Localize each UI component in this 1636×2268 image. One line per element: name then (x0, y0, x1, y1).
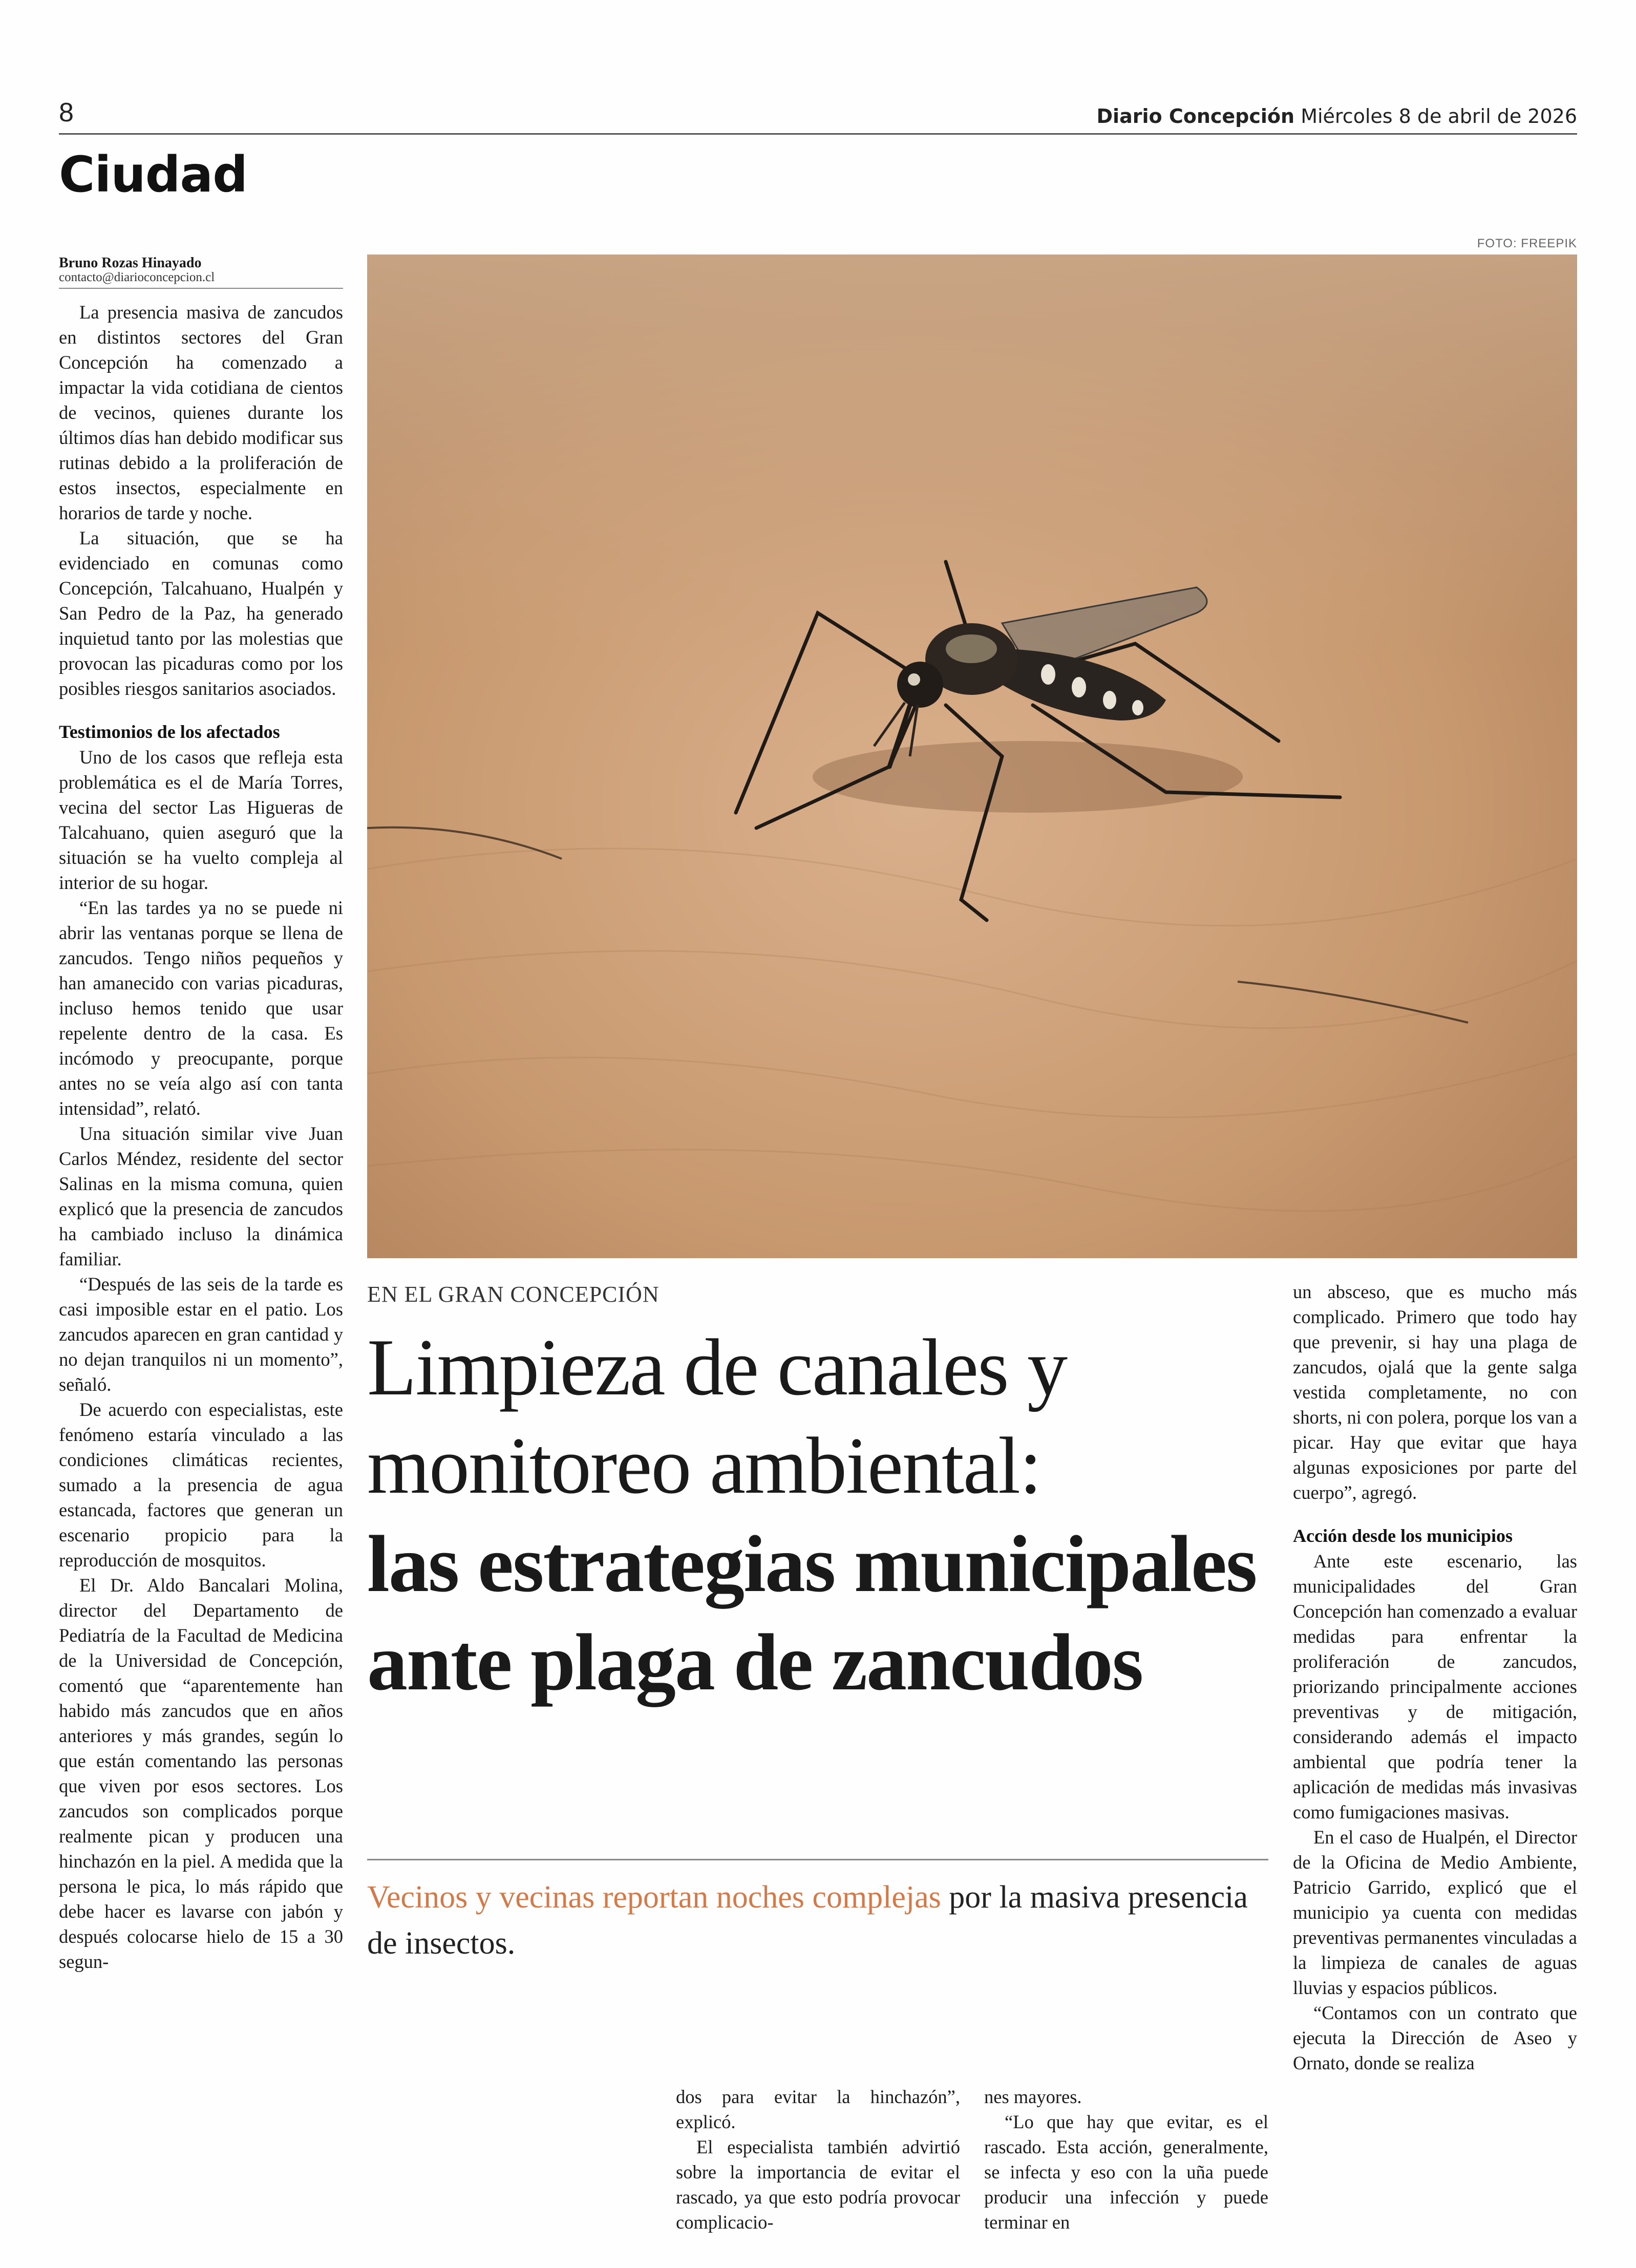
deck-text: por la masiva presencia de insectos. (367, 1880, 1248, 1961)
article-deck (367, 1874, 1279, 1966)
article-column-2 (676, 2084, 960, 2238)
paragraph: El especialista también advirtió sobre la importancia de evitar el rascado, ya que esto podría provocar complicacio- (676, 2136, 960, 2233)
article-headline (367, 1319, 1279, 1712)
author-email[interactable]: contacto@diarioconcepcion.cl (59, 270, 215, 284)
paragraph: “Después de las seis de la tarde es casi imposible estar en el patio. Los zancudos aparecen en gran cantidad y no dejan tranquilos ni un momento”, señaló. (59, 1274, 343, 1395)
article-kicker: EN EL GRAN CONCEPCIÓN (367, 1282, 660, 1307)
paragraph: De acuerdo con especialistas, este fenómeno estaría vinculado a las condiciones climáticas recientes, sumado a la presencia de agua estancada, factores que generan un escenario propicio para la reproducción de mosquitos. (59, 1399, 343, 1571)
subheading-accion: Acción desde los municipios (1293, 1525, 1513, 1546)
paragraph: Ante este escenario, las municipalidades del Gran Concepción han comenzado a evaluar medidas para enfrentar la proliferación de zancudos, priorizando principalmente acciones preventivas y de mitigación, considerando además el impacto ambiental que podría tener la aplicación de medidas más invasivas como fumigaciones masivas. (1293, 1551, 1577, 1822)
subheading-testimonios: Testimonios de los afectados (59, 722, 280, 742)
paragraph: Uno de los casos que refleja esta problemática es el de María Torres, vecina del sector Las Higueras de Talcahuano, quien aseguró que la situación se ha vuelto compleja al interior de su hogar. (59, 747, 343, 893)
dateline (1097, 105, 1577, 128)
article-column-3 (984, 2084, 1268, 2238)
newspaper-name: Diario Concepción (1096, 105, 1295, 128)
paragraph: La situación, que se ha evidenciado en comunas como Concepción, Talcahuano, Hualpén y San Pedro de la Paz, ha generado inquietud tanto por las molestias que provocan las picaduras como por los posibles riesgos sanitarios asociados. (59, 527, 343, 699)
paragraph: “Contamos con un contrato que ejecuta la Dirección de Aseo y Ornato, donde se realiza (1293, 2002, 1577, 2073)
section-title: Ciudad (59, 146, 247, 203)
photo-credit: FOTO: FREEPIK (1477, 237, 1577, 250)
author-name: Bruno Rozas Hinayado (59, 255, 202, 271)
byline-rule (59, 288, 343, 289)
article-column-4 (1293, 1279, 1577, 2191)
header-rule (59, 133, 1577, 135)
mosquito-illustration (367, 255, 1577, 1258)
paragraph: El Dr. Aldo Bancalari Molina, director del Departamento de Pediatría de la Facultad de Medicina de la Universidad de Concepción, comentó que “aparentemente han habido más zancudos que en años anteriores y más grandes, según lo que están comentando las personas que viven por esos sectores. Los zancudos son complicados porque realmente pican y producen una hinchazón en la piel. A medida que la persona le pica, lo más rápido que debe hacer es lavarse con jabón y después colocarse hielo de 15 a 30 segun- (59, 1575, 343, 1972)
paragraph: nes mayores. (984, 2086, 1082, 2107)
paragraph: “Lo que hay que evitar, es el rascado. Esta acción, generalmente, se infecta y eso con la uña puede producir una infección y puede terminar en (984, 2111, 1268, 2233)
paragraph: En el caso de Hualpén, el Director de la Oficina de Medio Ambiente, Patricio Garrido, explicó que el municipio ya cuenta con medidas preventivas permanentes vinculadas a la limpieza de canales de aguas lluvias y espacios públicos. (1293, 1827, 1577, 1998)
page-number: 8 (59, 98, 74, 128)
deck-accent: Vecinos y vecinas reportan noches complejas (367, 1880, 941, 1915)
issue-date: Miércoles 8 de abril de 2026 (1301, 105, 1577, 128)
deck-rule (367, 1859, 1268, 1860)
paragraph: “En las tardes ya no se puede ni abrir las ventanas porque se llena de zancudos. Tengo niños pequeños y han amanecido con varias picaduras, incluso hemos tenido que usar repelente dentro de la casa. Es incómodo y preocupante, porque antes no se veía algo así con tanta intensidad”, relató. (59, 897, 343, 1119)
paragraph: un absceso, que es mucho más complicado. Primero que todo hay que prevenir, si hay una plaga de zancudos, ojalá que la gente salga vestida completamente, no con shorts, ni con polera, porque los van a picar. Hay que evitar que haya algunas exposiciones por parte del cuerpo”, agregó. (1293, 1281, 1577, 1503)
article-column-1 (59, 300, 343, 2128)
paragraph: dos para evitar la hinchazón”, explicó. (676, 2086, 960, 2132)
headline-bold: las estrategias municipales ante plaga de zancudos (367, 1519, 1257, 1707)
headline-light: Limpieza de canales y monitoreo ambiental: (367, 1323, 1067, 1511)
paragraph: La presencia masiva de zancudos en distintos sectores del Gran Concepción ha comenzado a impactar la vida cotidiana de cientos de vecinos, quienes durante los últimos días han debido modificar sus rutinas debido a la proliferación de estos insectos, especialmente en horarios de tarde y noche. (59, 302, 343, 523)
mosquito-photo (367, 255, 1577, 1258)
paragraph: Una situación similar vive Juan Carlos Méndez, residente del sector Salinas en la misma comuna, quien explicó que la presencia de zancudos ha cambiado incluso la dinámica familiar. (59, 1123, 343, 1269)
